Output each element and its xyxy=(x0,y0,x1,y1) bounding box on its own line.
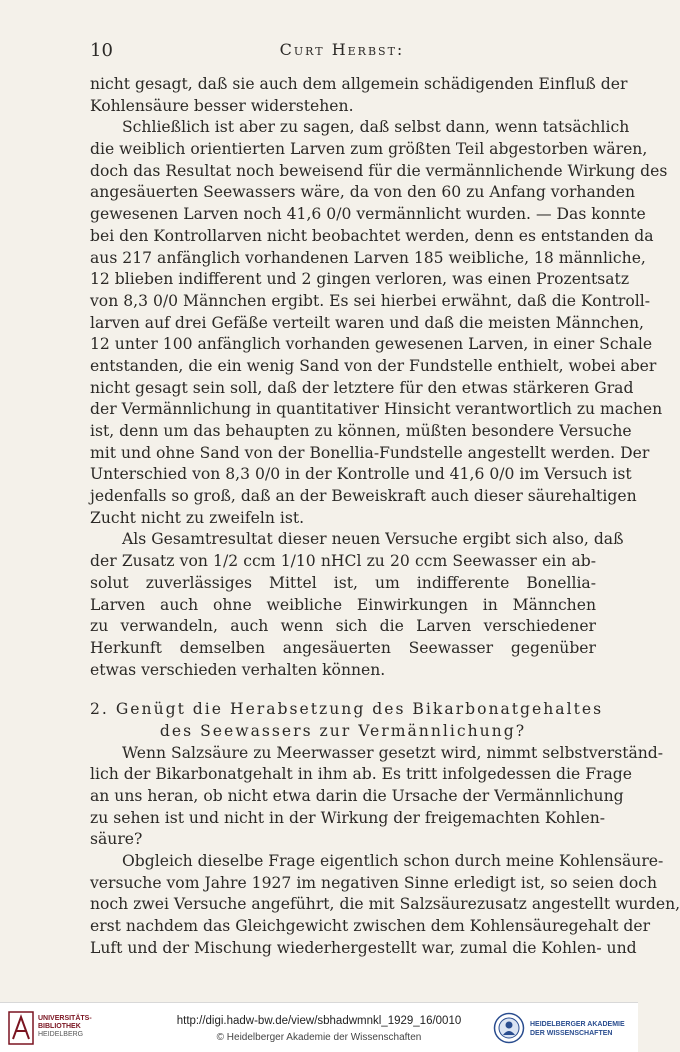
copyright-notice: © Heidelberger Akademie der Wissenschaften xyxy=(216,1032,422,1043)
text-line: Herkunft demselben angesäuerten Seewasser gegenüber xyxy=(90,638,596,657)
text-line: Wenn Salzsäure zu Meerwasser gesetzt wird, nimmt selbstverständ- xyxy=(122,743,664,762)
text-line: bei den Kontrollarven nicht beobachtet werden, denn es entstanden da xyxy=(90,226,654,245)
section-heading-line: 2. Genügt die Herabsetzung des Bikarbonatgehaltes xyxy=(90,700,604,719)
academy-name: HEIDELBERGER AKADEMIE DER WISSENSCHAFTEN xyxy=(530,1021,625,1037)
text-line: entstanden, die ein wenig Sand von der Fundstelle enthielt, wobei aber xyxy=(90,356,657,375)
section-heading-line: des Seewassers zur Vermännlichung? xyxy=(159,721,527,740)
text-line: nicht gesagt sein soll, daß der letztere für den etwas stärkeren Grad xyxy=(90,378,634,397)
text-line: erst nachdem das Gleichgewicht zwischen dem Kohlensäuregehalt der xyxy=(90,917,651,936)
page-header xyxy=(90,40,594,64)
text-line: nicht gesagt, daß sie auch dem allgemein schädigenden Einfluß der xyxy=(90,75,628,93)
text-line: 12 unter 100 anfänglich vorhanden gewesenen Larven, in einer Schale xyxy=(90,335,653,354)
section-gap xyxy=(90,681,596,699)
text-line: angesäuerten Seewassers wäre, da von den 60 zu Anfang vorhanden xyxy=(90,183,636,202)
academy-seal-icon xyxy=(493,1012,525,1044)
text-line: 12 blieben indifferent und 2 gingen verloren, was einen Prozentsatz xyxy=(90,270,630,289)
text-line: Unterschied von 8,3 0/0 in der Kontrolle und 41,6 0/0 im Versuch ist xyxy=(90,465,632,484)
text-line: der Vermännlichung in quantitativer Hinsicht verantwortlich zu machen xyxy=(90,400,663,419)
text-line: Kohlensäure besser widerstehen. xyxy=(90,96,354,115)
running-title: Curt Herbst: xyxy=(279,40,405,59)
text-line: von 8,3 0/0 Männchen ergibt. Es sei hierbei erwähnt, daß die Kontroll- xyxy=(90,291,650,310)
text-line: noch zwei Versuche angeführt, die mit Salzsäurezusatz angestellt wurden, xyxy=(90,895,680,914)
page-number: 10 xyxy=(90,40,113,61)
text-line: mit und ohne Sand von der Bonellia-Fundstelle angestellt werden. Der xyxy=(90,443,650,462)
text-line: Als Gesamtresultat dieser neuen Versuche ergibt sich also, daß xyxy=(122,530,624,549)
text-line: larven auf drei Gefäße verteilt waren und daß die meisten Männchen, xyxy=(90,313,645,332)
text-line: lich der Bikarbonatgehalt in ihm ab. Es tritt infolgedessen die Frage xyxy=(90,765,632,784)
text-line: etwas verschieden verhalten können. xyxy=(90,660,386,679)
text-line: solut zuverlässiges Mittel ist, um indifferente Bonellia- xyxy=(90,573,596,592)
permalink-url[interactable]: http://digi.hadw-bw.de/view/sbhadwmnkl_1929_16/0010 xyxy=(176,1015,462,1027)
text-line: aus 217 anfänglich vorhandenen Larven 185 weibliche, 18 männliche, xyxy=(90,248,646,267)
text-line: gewesenen Larven noch 41,6 0/0 vermännlicht wurden. — Das konnte xyxy=(90,205,646,224)
text-line: zu verwandeln, auch wenn sich die Larven verschiedener xyxy=(90,617,596,636)
text-line: jedenfalls so groß, daß an der Beweiskraft auch dieser säurehaltigen xyxy=(90,487,637,506)
text-line: Zucht nicht zu zweifeln ist. xyxy=(90,508,305,527)
text-line: doch das Resultat noch beweisend für die vermännlichende Wirkung des xyxy=(90,161,668,180)
text-line: säure? xyxy=(90,830,143,849)
text-line: Larven auch ohne weibliche Einwirkungen in Männchen xyxy=(90,595,596,614)
text-line: ist, denn um das behaupten zu können, müßten besondere Versuche xyxy=(90,422,632,440)
body-text xyxy=(90,74,680,960)
text-line: Luft und der Mischung wiederhergestellt war, zumal die Kohlen- und xyxy=(90,938,637,957)
text-line: Obgleich dieselbe Frage eigentlich schon durch meine Kohlensäure- xyxy=(122,852,664,871)
university-library-name: UNIVERSITÄTS- BIBLIOTHEK HEIDELBERG xyxy=(38,1015,92,1038)
text-line: versuche vom Jahre 1927 im negativen Sinne erledigt ist, so seien doch xyxy=(90,873,658,892)
text-line: an uns heran, ob nicht etwa darin die Ursache der Vermännlichung xyxy=(90,787,624,805)
text-line: Schließlich ist aber zu sagen, daß selbst dann, wenn tatsächlich xyxy=(122,118,630,137)
text-line: die weiblich orientierten Larven zum größten Teil abgestorben wären, xyxy=(90,140,648,159)
text-line: zu sehen ist und nicht in der Wirkung der freigemachten Kohlen- xyxy=(90,808,606,827)
text-line: der Zusatz von 1/2 ccm 1/10 nHCl zu 20 ccm Seewasser ein ab- xyxy=(90,552,596,571)
viewer-footer xyxy=(0,1002,638,1052)
